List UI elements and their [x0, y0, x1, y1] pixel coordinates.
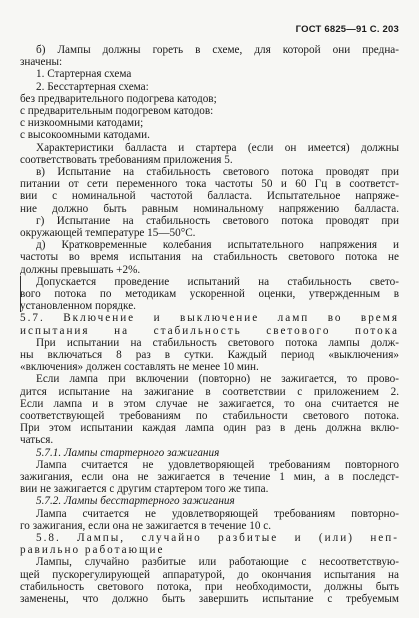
text-line: ние должно быть равным номинальному напряжению балласта.	[20, 202, 399, 215]
text-line: частоты во время испытания на стабильность светового потока не	[20, 251, 399, 264]
text-line: 1. Стартерная схема	[36, 68, 132, 81]
text-line: вии с номинальной частотой балласта. Испытательное напряже-	[20, 190, 399, 203]
text-line: установленном порядке.	[20, 300, 136, 313]
text-line: соответствующей требованиям по стабильности светового потока.	[20, 410, 399, 422]
text-line: г) Испытание на стабильность светового потока проводят при	[36, 214, 399, 227]
text-line: При испытании на стабильность светового потока лампы долж-	[36, 336, 399, 349]
text-line: Лампа считается не удовлетворяющей требованиям повторно-	[36, 507, 399, 520]
text-line: 2. Бесстартерная схема:	[36, 80, 149, 93]
text-line: б) Лампы должны гореть в схеме, для которой они предна-	[36, 44, 399, 56]
text-line: Допускается проведение испытаний на стабильность свето-	[36, 275, 399, 288]
text-line: без предварительного подогрева катодов;	[20, 92, 217, 105]
text-line: Лампа считается не удовлетворяющей требованиям повторного	[36, 458, 399, 471]
text-line: заменены, что должно быть завершить испытание с требуемым	[20, 593, 399, 605]
text-line: вого потока по методикам ускоренной оценки, утвержденным в	[20, 288, 399, 300]
text-line: вии не зажигается с другим стартером того же типа.	[20, 483, 269, 496]
text-line: значены:	[20, 56, 63, 69]
page-header: ГОСТ 6825—91 С. 203	[295, 24, 399, 35]
text-line: Характеристики балласта и стартера (если он имеется) должны	[36, 141, 399, 154]
text-line: в) Испытание на стабильность светового потока проводят при	[36, 166, 399, 178]
text-line: равильно работающие	[20, 544, 165, 557]
text-line: с предварительным подогревом катодов:	[20, 105, 214, 117]
text-line: с низкоомными катодами;	[20, 117, 144, 130]
text-line: дится испытание на зажигание в соответствии с приложением 2.	[20, 385, 399, 398]
text-line: питании от сети переменного тока частоты 50 и 60 Гц в соответст-	[20, 178, 399, 191]
text-line: испытания на стабильность светового потока	[20, 324, 399, 337]
text-line: Если лампа при включении (повторно) не зажигается, то прово-	[36, 373, 399, 386]
text-line: 5.7.2. Лампы бесстартерного зажигания	[36, 495, 235, 508]
text-line: должны превышать +2%.	[20, 263, 141, 276]
text-line: с высокоомными катодами.	[20, 129, 150, 142]
text-line: Если лампа и в этом случае не зажигается, то она считается не	[20, 397, 399, 410]
text-line: стабильность светового потока, при необходимости, должны быть	[20, 580, 399, 593]
text-line: зажигания, если она не зажигается в течение 1 мин, а в последст-	[20, 471, 399, 483]
text-line: чаться.	[20, 434, 54, 447]
text-line: При этом испытании каждая лампа один раз в день должна вклю-	[20, 422, 399, 435]
text-line: соответствовать требованиям приложения 5.	[20, 153, 233, 166]
text-line: Лампы, случайно разбитые или работающие с несоответствую-	[36, 556, 399, 569]
text-line: 5.7. Включение и выключение ламп во время	[20, 312, 399, 325]
text-line: 5.7.1. Лампы стартерного зажигания	[36, 446, 220, 459]
text-line: 5.8. Лампы, случайно разбитые и (или) неп-	[36, 532, 399, 544]
text-line: ны включаться 8 раз в сутки. Каждый период «выключения»	[20, 349, 399, 361]
text-line: щей пускорегулирующей аппаратурой, до окончания испытания на	[20, 568, 399, 581]
text-line: д) Кратковременные колебания испытательного напряжения и	[36, 239, 399, 252]
text-line: «включения» должен составлять не менее 10 мин.	[20, 361, 259, 374]
text-line: го зажигания, если она не зажигается в течение 10 с.	[20, 519, 272, 532]
text-line: окружающей температуре 15—50°С.	[20, 227, 196, 239]
